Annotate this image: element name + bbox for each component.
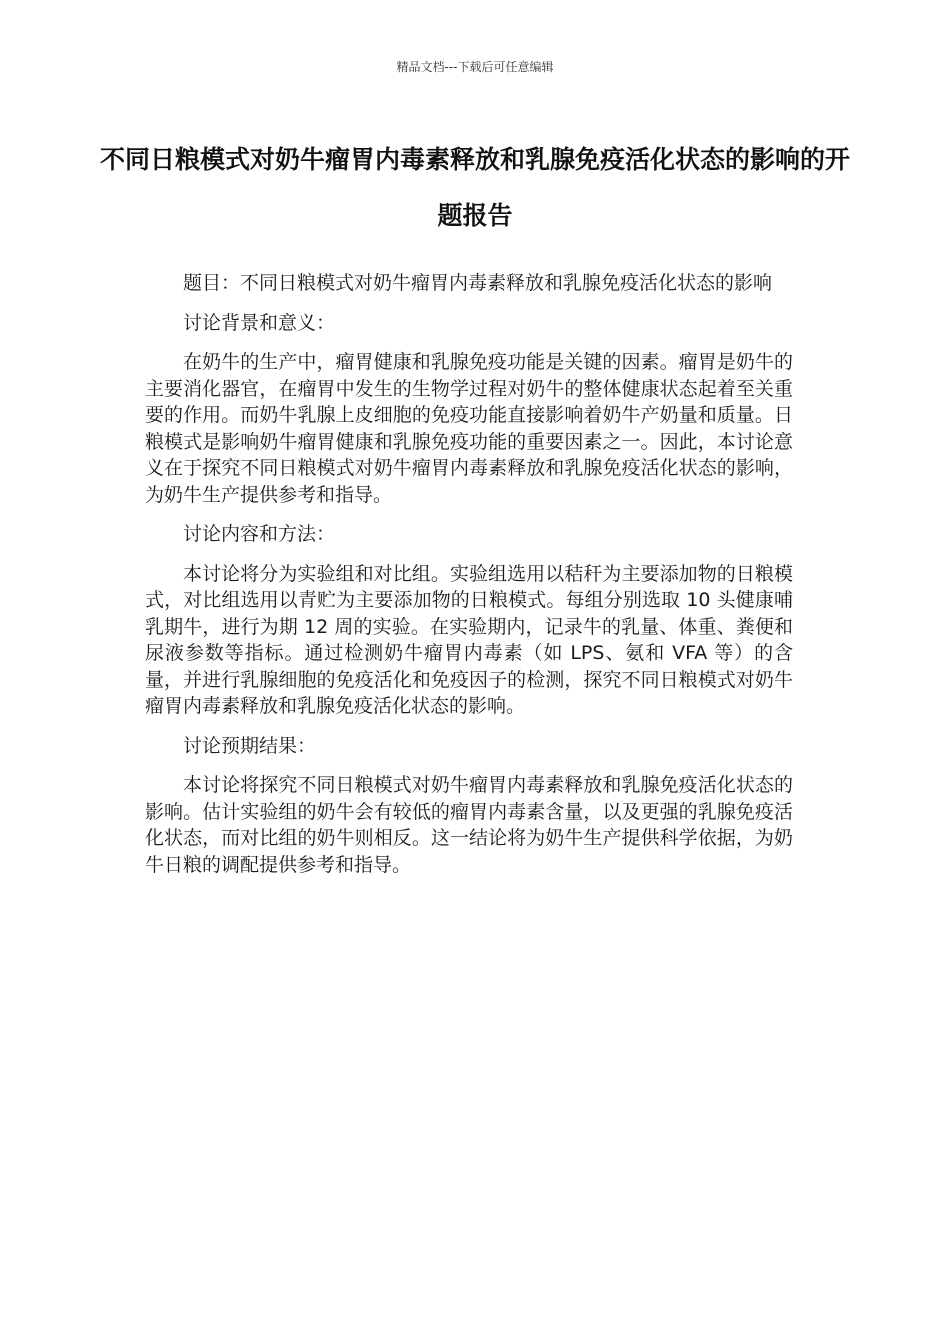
section-heading-background: 讨论背景和意义： bbox=[183, 311, 336, 334]
section-body-expected-results: 本讨论将探究不同日粮模式对奶牛瘤胃内毒素释放和乳腺免疫活化状态的影响。估计实验组的奶牛会有较低的瘤胃内毒素含量，以及更强的乳腺免疫活化状态，而对比组的奶牛则相反。这一结论将为奶牛生产提供科学依据，为奶牛日粮的调配提供参考和指导。 bbox=[145, 774, 793, 876]
section-body-methods: 本讨论将分为实验组和对比组。实验组选用以秸秆为主要添加物的日粮模式，对比组选用以青贮为主要添加物的日粮模式。每组分别选取 10 头健康哺乳期牛，进行为期 12 周的实验。在实验期内，记录牛的乳量、体重、粪便和尿液参数等指标。通过检测奶牛瘤胃内毒素（如 LPS、氨和 VFA 等）的含量，并进行乳腺细胞的免疫活化和免疫因子的检测，探究不同日粮模式对奶牛瘤胃内毒素释放和乳腺免疫活化状态的影响。 bbox=[145, 562, 793, 717]
section-body-background: 在奶牛的生产中，瘤胃健康和乳腺免疫功能是关键的因素。瘤胃是奶牛的主要消化器官，在瘤胃中发生的生物学过程对奶牛的整体健康状态起着至关重要的作用。而奶牛乳腺上皮细胞的免疫功能直接影响着奶牛产奶量和质量。日粮模式是影响奶牛瘤胃健康和乳腺免疫功能的重要因素之一。因此，本讨论意义在于探究不同日粮模式对奶牛瘤胃内毒素释放和乳腺免疫活化状态的影响，为奶牛生产提供参考和指导。 bbox=[145, 351, 793, 506]
header-note: 精品文档---下载后可任意编辑 bbox=[396, 60, 554, 74]
document-body bbox=[145, 270, 793, 891]
section-heading-methods: 讨论内容和方法： bbox=[183, 523, 336, 545]
topic-line: 题目：不同日粮模式对奶牛瘤胃内毒素释放和乳腺免疫活化状态的影响 bbox=[183, 272, 773, 294]
document-title: 不同日粮模式对奶牛瘤胃内毒素释放和乳腺免疫活化状态的影响的开题报告 bbox=[100, 145, 851, 230]
section-heading-expected-results: 讨论预期结果： bbox=[183, 734, 317, 757]
